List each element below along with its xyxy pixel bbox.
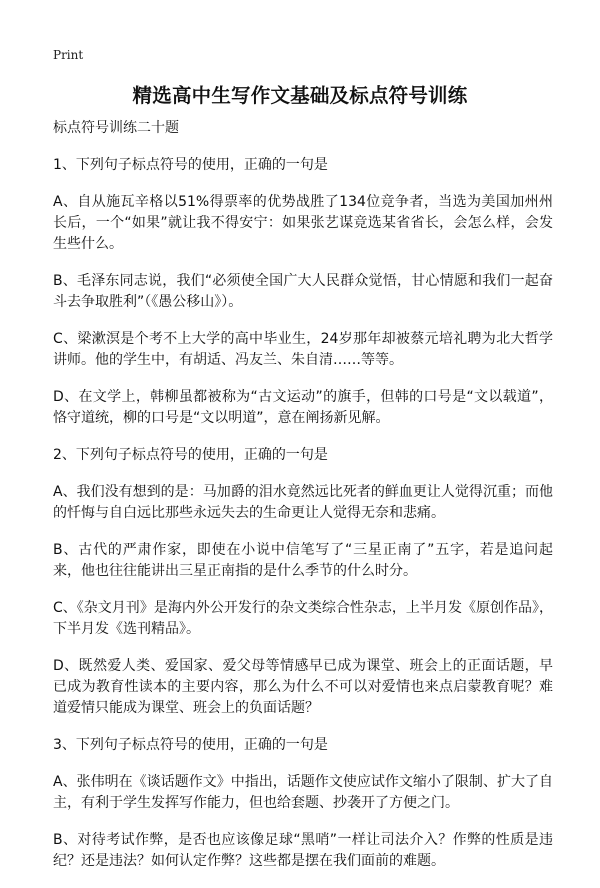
section-subtitle: 标点符号训练二十题	[53, 120, 179, 136]
question-1-option-a: A、自从施瓦辛格以51%得票率的优势战胜了134位竞争者，当选为美国加州州长后，一个“如果”就让我不得安宁：如果张艺谋竞选某省省长，会怎么样，会发生些什么。	[53, 194, 553, 252]
question-3-stem: 3、下列句子标点符号的使用，正确的一句是	[53, 737, 328, 753]
question-1-option-b: B、毛泽东同志说，我们“必须使全国广大人民群众觉悟，甘心情愿和我们一起奋斗去争取胜利”（《愚公移山》）。	[53, 273, 553, 310]
question-3-option-a: A、张伟明在《谈话题作文》中指出，话题作文使应试作文缩小了限制、扩大了自主，有利于学生发挥写作能力，但也给套题、抄袭开了方便之门。	[53, 774, 553, 811]
question-2-option-b: B、古代的严肃作家，即使在小说中信笔写了“三星正南了”五字，若是追问起来，他也往往能讲出三星正南指的是什么季节的什么时分。	[53, 542, 553, 579]
question-1-stem: 1、下列句子标点符号的使用，正确的一句是	[53, 157, 328, 173]
document-title: 精选高中生写作文基础及标点符号训练	[132, 84, 468, 107]
question-2-option-a: A、我们没有想到的是：马加爵的泪水竟然远比死者的鲜血更让人觉得沉重；而他的忏悔与自白远比那些永远失去的生命更让人觉得无奈和悲痛。	[53, 484, 553, 521]
question-2-stem: 2、下列句子标点符号的使用，正确的一句是	[53, 447, 328, 463]
document-body	[53, 118, 553, 888]
question-1-option-d: D、在文学上，韩柳虽都被称为“古文运动”的旗手，但韩的口号是“文以载道”，恪守道统，柳的口号是“文以明道”，意在阐扬新见解。	[53, 389, 553, 426]
question-1-option-c: C、梁漱溟是个考不上大学的高中毕业生，24岁那年却被蔡元培礼聘为北大哲学讲师。他的学生中，有胡适、冯友兰、朱自清……等等。	[53, 331, 553, 368]
question-3-option-b: B、对待考试作弊，是否也应该像足球“黑哨”一样让司法介入？作弊的性质是违纪？还是违法？如何认定作弊？这些都是摆在我们面前的难题。	[53, 832, 553, 869]
print-label: Print	[53, 48, 84, 62]
question-2-option-d: D、既然爱人类、爱国家、爱父母等情感早已成为课堂、班会上的正面话题，早已成为教育性读本的主要内容，那么为什么不可以对爱情也来点启蒙教育呢？难道爱情只能成为课堂、班会上的负面话题？	[53, 658, 553, 716]
question-2-option-c: C、《杂文月刊》是海内外公开发行的杂文类综合性杂志，上半月发《原创作品》，下半月发《选刊精品》。	[53, 600, 553, 637]
